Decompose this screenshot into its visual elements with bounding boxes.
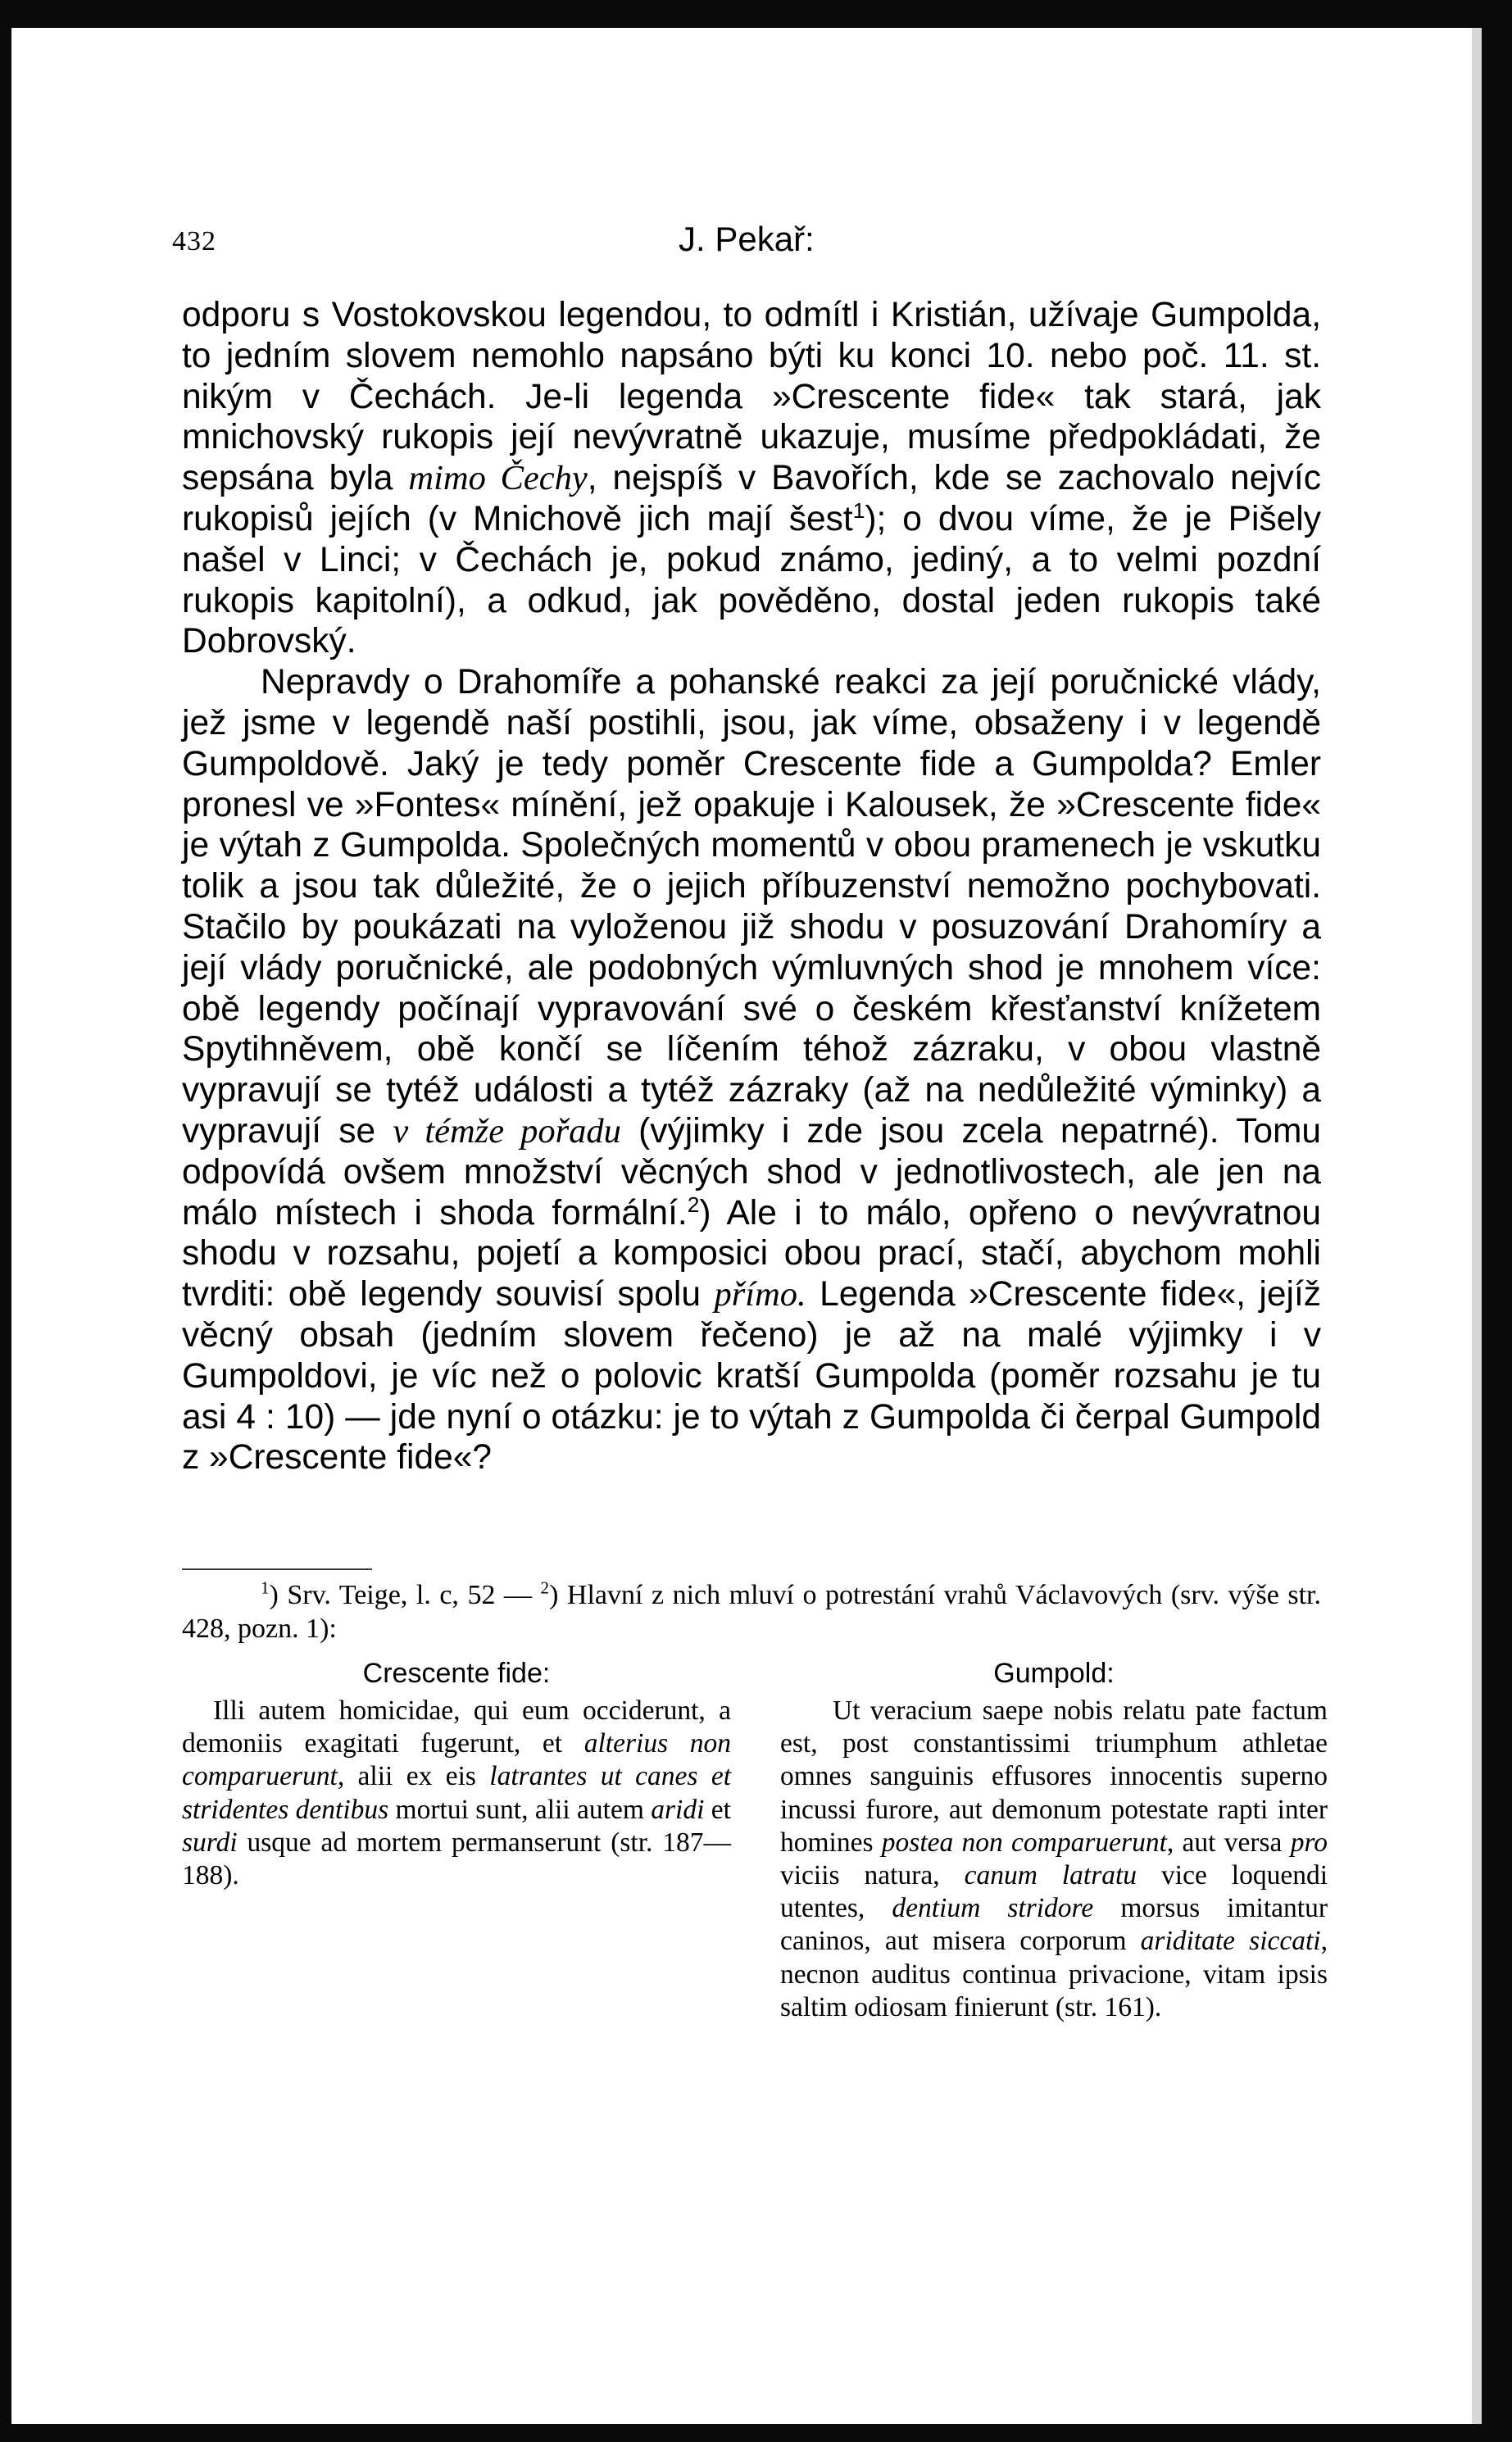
footnote-2: ) Hlavní z nich mluví o potrestání vrahů Václavových (srv. výše str. 428, pozn. 1): [182, 1580, 1321, 1644]
footnote-ref-2: 2 [687, 1191, 700, 1217]
emphasis: mimo Čechy [408, 459, 588, 498]
page-edge [1472, 28, 1482, 2424]
page-number: 432 [172, 226, 216, 256]
running-head [164, 220, 1311, 261]
footnote-mark-1: 1 [261, 1577, 270, 1598]
footnote-mark-2: 2 [540, 1577, 550, 1598]
footnote-1: ) Srv. Teige, l. c, 52 — [269, 1580, 541, 1610]
column-gumpold [780, 1657, 1328, 2024]
column-heading: Gumpold: [993, 1658, 1115, 1689]
running-author: J. Pekař: [679, 220, 815, 258]
quotation-text: Illi autem homicidae, qui eum occiderunt, a demoniis exagitati fugerunt, et alterius non comparuerunt, alii ex eis latrantes ut canes et stridentes dentibus mortui sunt, alii autem aridi et surdi usque ad mortem permanserunt (str. 187—188). [182, 1695, 732, 1891]
column-crescente-fide [182, 1657, 731, 1892]
emphasis: v témže pořadu [393, 1111, 621, 1151]
main-text [182, 295, 1321, 1478]
paragraph-1: odporu s Vostokovskou legendou, to odmítl i Kristián, užívaje Gumpolda, to jedním slovem nemohlo napsáno býti ku konci 10. nebo poč. 11. st. nikým v Čechách. Je-li legenda »Crescente fide« tak stará, jak mnichovský rukopis její nevývratně ukazuje, musíme předpokládati, že sepsána byla mimo Čechy, nejspíš v Bavořích, kde se zachovalo nejvíc rukopisů jejích (v Mnichově jich mají šest$^1$); o dvou víme, že je Pišely našel v Linci; v Čechách je, pokud známo, jediný, a to velmi pozdní rukopis kapitolní), a odkud, jak pověděno, dostal jeden rukopis také Dobrovský. [182, 296, 1321, 661]
paragraph-2: Nepravdy o Drahomíře a pohanské reakci za její poručnické vlády, jež jsme v legendě naší postihli, jsou, jak víme, obsaženy i v legendě Gumpoldově. Jaký je tedy poměr Crescente fide a Gumpolda? Emler pronesl ve »Fontes« mínění, jež opakuje i Kalousek, že »Crescente fide« je výtah z Gumpolda. Společných momentů v obou pramenech je vskutku tolik a jsou tak důležité, že o jejich příbuzenství nemožno pochybovati. Stačilo by poukázati na vyloženou již shodu v posuzování Drahomíry a její vlády poručnické, ale podobných výmluvných shod je mnohem více: obě legendy počínají vypravování své o českém křesťanství knížetem Spytihněvem, obě končí se líčením téhož zázraku, v obou vlastně vypravují se tytéž události a tytéž zázraky (až na nedůležité výminky) a vypravují se v témže pořadu (výjimky i zde jsou zcela nepatrné). Tomu odpovídá ovšem množství věcných shod v jednotlivostech, ale jen na málo místech i shoda formální.$^2$) Ale i to málo, opřeno o nevývratnou shodu v rozsahu, pojetí a komposici obou prací, stačí, abychom mohli tvrditi: obě legendy souvisí spolu přímo. Legenda »Crescente fide«, jejíž věcný obsah (jedním slovem řečeno) je až na malé výjimky i v Gumpoldovi, je víc než o polovic kratší Gumpolda (poměr rozsahu je tu asi 4 : 10) — jde nyní o otázku: je to výtah z Gumpolda či čerpal Gumpold z »Crescente fide«? [182, 663, 1321, 1477]
footnote-ref-1: 1 [852, 497, 865, 523]
footnotes [182, 1578, 1321, 1645]
footnote-line [182, 1578, 1321, 1645]
emphasis: přímo. [714, 1275, 806, 1314]
quotation-text: Ut veracium saepe nobis relatu pate factum est, post constantissimi triumphum athletae omnes sanguinis effusores innocentis superno incussi furore, aut demonum potestate rapti inter homines postea non comparuerunt, aut versa pro viciis natura, canum latratu vice loquendi utentes, dentium stridore morsus imitantur caninos, aut misera corporum ariditate siccati, necnon auditus continua privacione, vitam ipsis saltim odiosam finierunt (str. 161). [780, 1695, 1328, 2022]
column-heading: Crescente fide: [362, 1658, 551, 1689]
footnote-divider [182, 1568, 372, 1570]
